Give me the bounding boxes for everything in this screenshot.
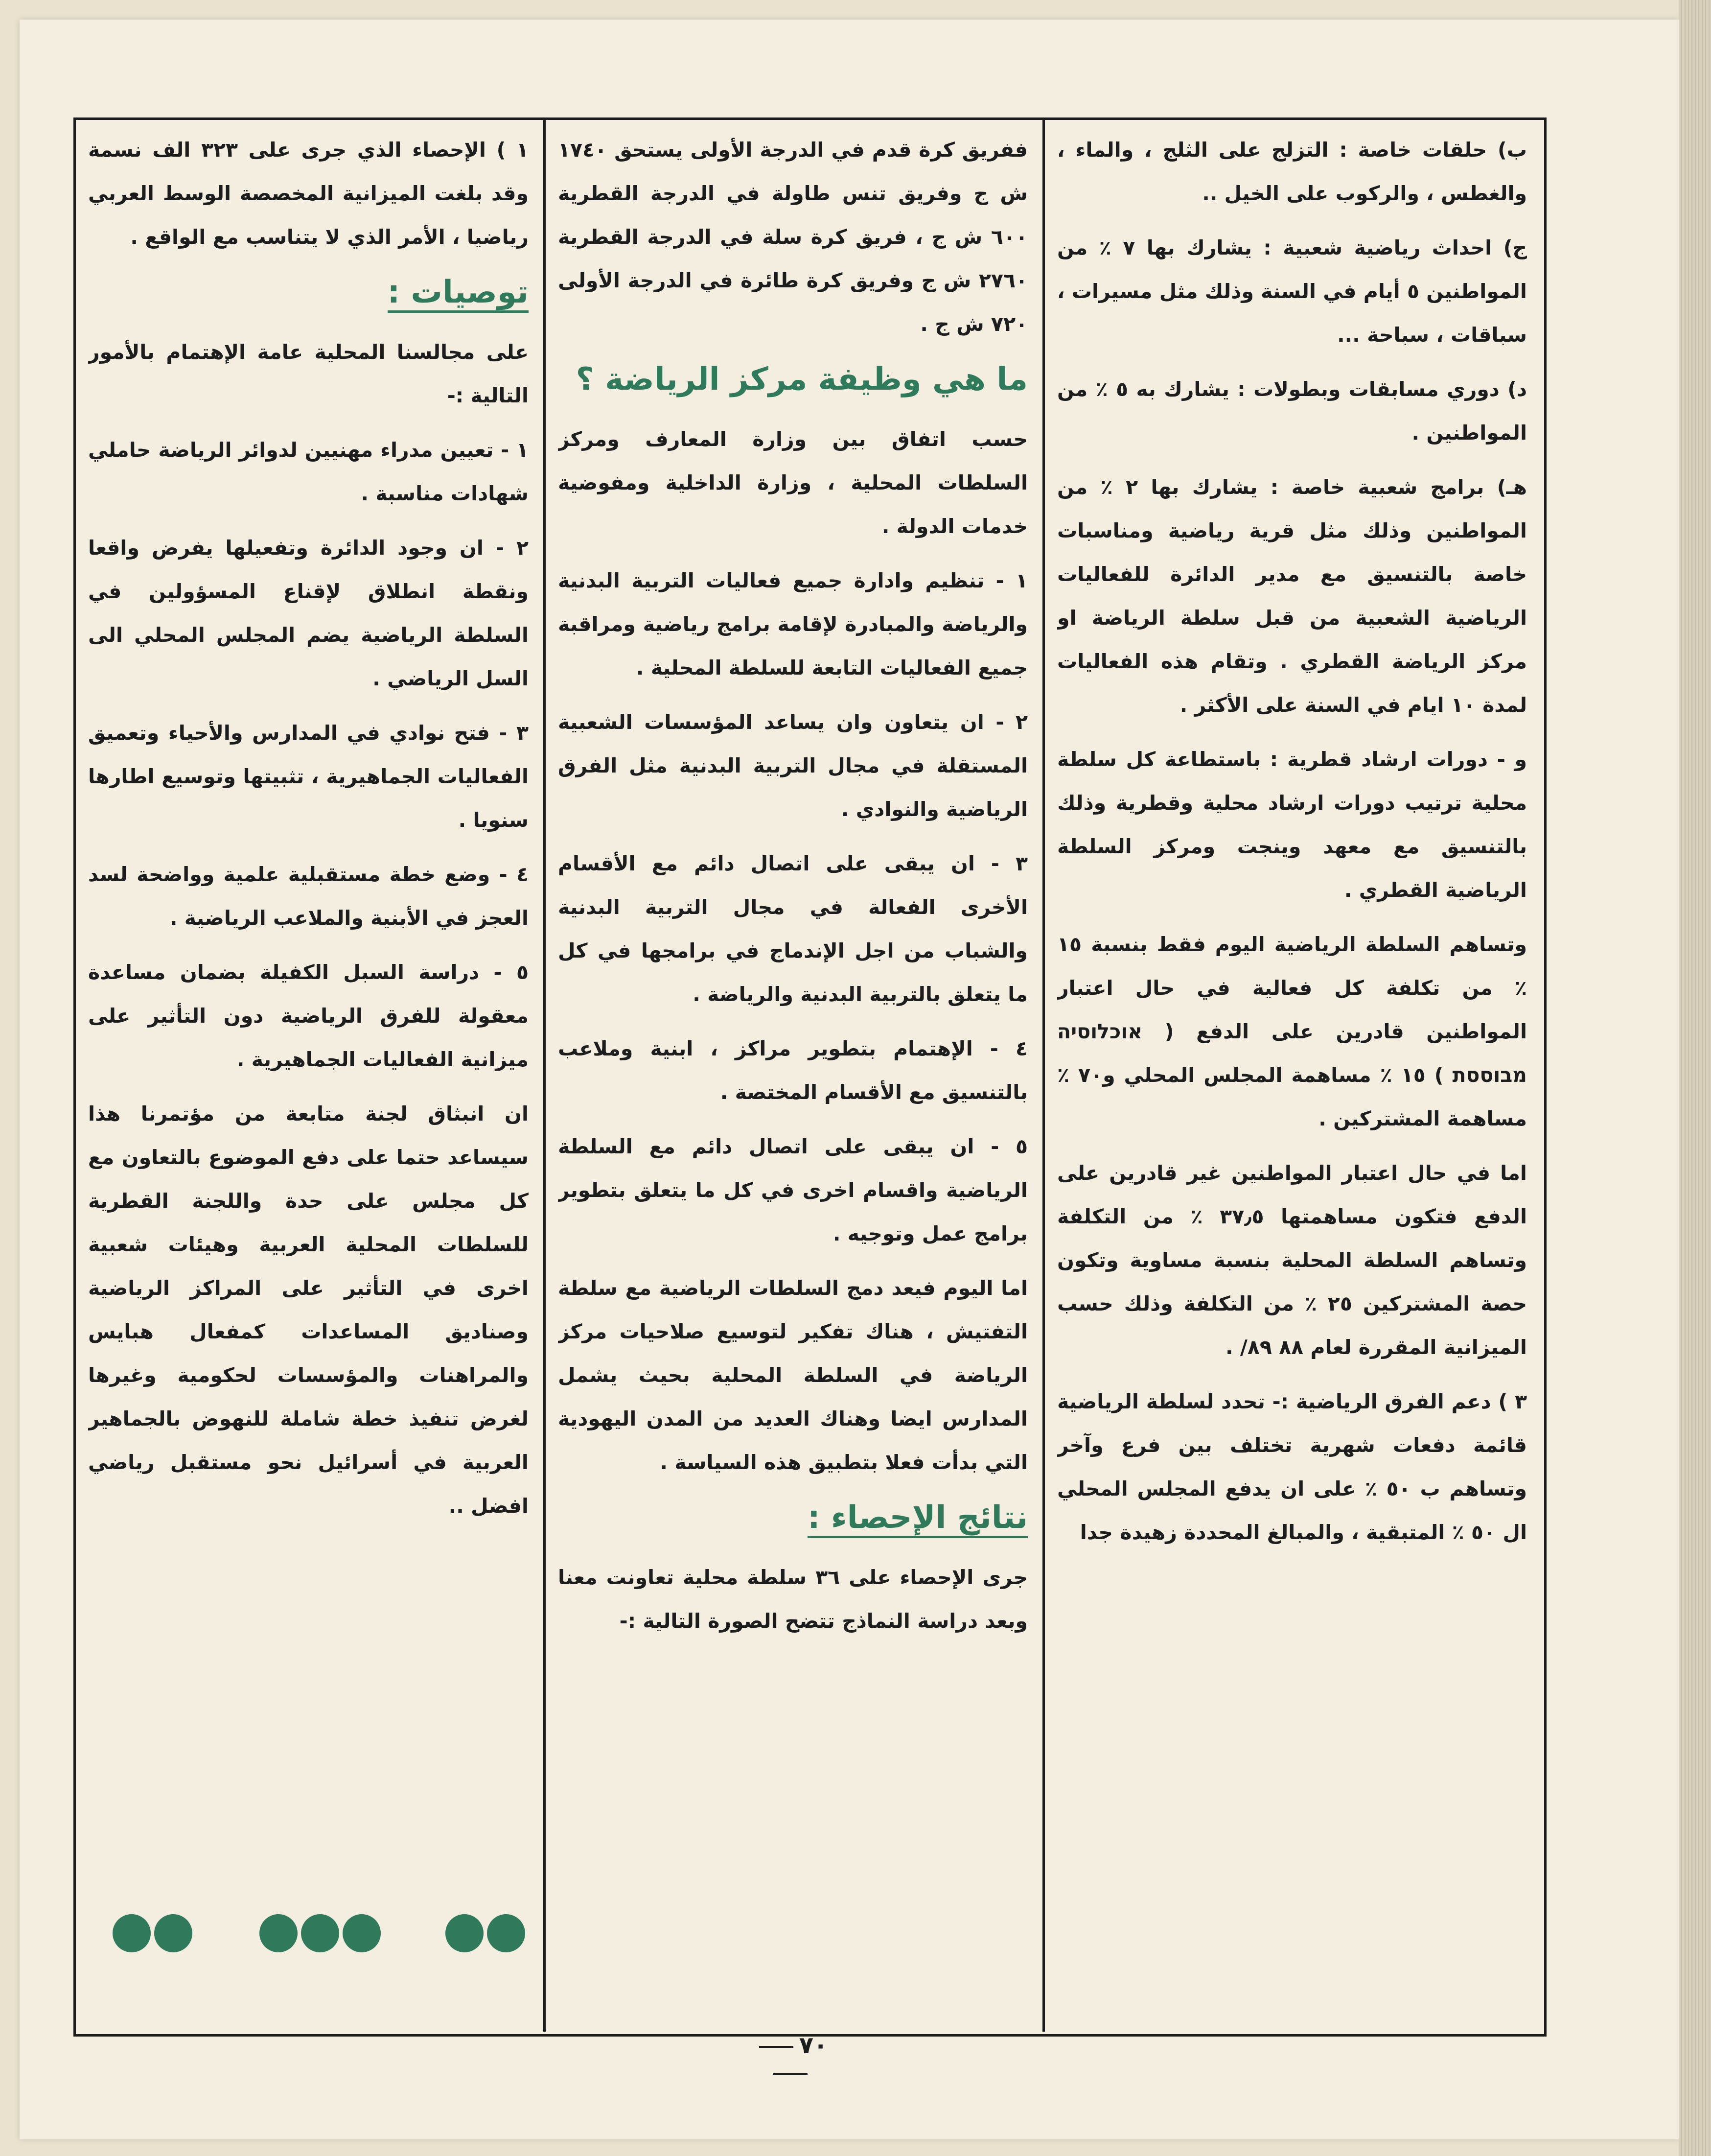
paragraph: ج) احداث رياضية شعبية : يشارك بها ٧ ٪ من المواطنين ٥ أيام في السنة وذلك مثل مسيرات ، سباقات ، سباحة ... bbox=[1057, 236, 1527, 347]
dot-icon bbox=[343, 1914, 381, 1952]
paragraph: اما اليوم فيعد دمج السلطات الرياضية مع سلطة التفتيش ، هناك تفكير لتوسيع صلاحيات مركز الرياضة في السلطة المحلية بحيث يشمل المدارس ايضا وهناك العديد من المدن اليهودية التي بدأت فعلا بتطبيق هذه السياسة . bbox=[558, 1276, 1028, 1474]
paragraph: على مجالسنا المحلية عامة الإهتمام بالأمور التالية :- bbox=[88, 340, 529, 407]
column-left bbox=[88, 128, 529, 1891]
dot-icon bbox=[154, 1914, 192, 1952]
heading-text: نتائج الإحصاء : bbox=[808, 1500, 1028, 1538]
paragraph: هـ) برامج شعبية خاصة : يشارك بها ٢ ٪ من المواطنين وذلك مثل قرية رياضية ومناسبات خاصة بالتنسيق مع مدير الدائرة للفعاليات الرياضية الشعبية من قبل سلطة الرياضة او مركز الرياضة القطري . وتقام هذه الفعاليات لمدة ١٠ ايام في السنة على الأكثر . bbox=[1057, 475, 1527, 717]
dot-icon bbox=[113, 1914, 151, 1952]
paragraph: ٤ - وضع خطة مستقبلية علمية وواضحة لسد العجز في الأبنية والملاعب الرياضية . bbox=[88, 863, 529, 930]
paragraph: و - دورات ارشاد قطرية : باستطاعة كل سلطة محلية ترتيب دورات ارشاد محلية وقطرية وذلك بالتنسيق مع معهد وينجت ومركز السلطة الرياضية القطري . bbox=[1057, 748, 1527, 902]
decorative-dots bbox=[103, 1914, 494, 1958]
page-number-text: ٧٠ bbox=[799, 2032, 828, 2059]
section-heading bbox=[558, 1495, 1028, 1543]
paragraph: ٣ - ان يبقى على اتصال دائم مع الأقسام الأخرى الفعالة في مجال التربية البدنية والشباب من اجل الإندماج في برامجها في كل ما يتعلق بالتربية البدنية والرياضة . bbox=[558, 852, 1028, 1006]
paragraph: ٢ - ان وجود الدائرة وتفعيلها يفرض واقعا ونقطة انطلاق لإقناع المسؤولين في السلطة الرياضية يضم المجلس المحلي الى السل الرياضي . bbox=[88, 536, 529, 690]
paragraph: ٤ - الإهتمام بتطوير مراكز ، ابنية وملاعب بالتنسيق مع الأقسام المختصة . bbox=[558, 1037, 1028, 1104]
paragraph: ١ - تنظيم وادارة جميع فعاليات التربية البدنية والرياضة والمبادرة لإقامة برامج رياضية ومراقبة جميع الفعاليات التابعة للسلطة المحلية . bbox=[558, 569, 1028, 680]
paragraph: ٣ ) دعم الفرق الرياضية :- تحدد لسلطة الرياضية قائمة دفعات شهرية تختلف بين فرع وآخر وتساهم ب ٥٠ ٪ على ان يدفع المجلس المحلي ال ٥٠ ٪ المتبقية ، والمبالغ المحددة زهيدة جدا bbox=[1057, 1390, 1527, 1544]
paragraph: د) دوري مسابقات وبطولات : يشارك به ٥ ٪ من المواطنين . bbox=[1057, 377, 1527, 445]
paragraph: وتساهم السلطة الرياضية اليوم فقط بنسبة ١٥ ٪ من تكلفة كل فعالية في حال اعتبار المواطنين قادرين على الدفع ( אוכלוסיה מבוססת ) ١٥ ٪ مساهمة المجلس المحلي و٧٠ ٪ مساهمة المشتركين . bbox=[1057, 933, 1527, 1130]
dot-icon bbox=[445, 1914, 484, 1952]
paragraph: ان انبثاق لجنة متابعة من مؤتمرنا هذا سيساعد حتما على دفع الموضوع بالتعاون مع كل مجلس على حدة واللجنة القطرية للسلطات المحلية العربية وهيئات شعبية اخرى في التأثير على المراكز الرياضية وصناديق المساعدات كمفعال هبايس والمراهنات والمؤسسات لحكومية وغيرها لغرض تنفيذ خطة شاملة للنهوض بالجماهير العربية في أسرائيل نحو مستقبل رياضي افضل .. bbox=[88, 1102, 529, 1518]
page-number bbox=[732, 2032, 849, 2086]
paragraph: ١ ) الإحصاء الذي جرى على ٣٢٣ الف نسمة وقد بلغت الميزانية المخصصة الوسط العربي رياضيا ، الأمر الذي لا يتناسب مع الواقع . bbox=[88, 138, 529, 249]
section-heading bbox=[88, 270, 529, 318]
paragraph: ٥ - دراسة السبل الكفيلة بضمان مساعدة معقولة للفرق الرياضية دون التأثير على ميزانية الفعاليات الجماهيرية . bbox=[88, 961, 529, 1071]
dot-icon bbox=[301, 1914, 339, 1952]
paragraph: ففريق كرة قدم في الدرجة الأولى يستحق ١٧٤٠ ش ج وفريق تنس طاولة في الدرجة القطرية ٦٠٠ ش ج ، فريق كرة سلة في الدرجة القطرية ٢٧٦٠ ش ج وفريق كرة طائرة في الدرجة الأولى ٧٢٠ ش ج . bbox=[558, 138, 1028, 336]
paragraph: اما في حال اعتبار المواطنين غير قادرين على الدفع فتكون مساهمتها ٣٧٫٥ ٪ من التكلفة وتساهم السلطة المحلية بنسبة مساوية وتكون حصة المشتركين ٢٥ ٪ من التكلفة وذلك حسب الميزانية المقررة لعام ٨٨ ٨٩/ . bbox=[1057, 1161, 1527, 1359]
dot-icon bbox=[259, 1914, 298, 1952]
column-divider-right bbox=[1042, 117, 1045, 2032]
column-middle bbox=[558, 128, 1028, 2023]
paragraph: ١ - تعيين مدراء مهنيين لدوائر الرياضة حاملي شهادات مناسبة . bbox=[88, 438, 529, 505]
paragraph: ٢ - ان يتعاون وان يساعد المؤسسات الشعبية المستقلة في مجال التربية البدنية مثل الفرق الرياضية والنوادي . bbox=[558, 710, 1028, 821]
heading-text: توصيات : bbox=[388, 274, 529, 313]
paragraph: ٥ - ان يبقى على اتصال دائم مع السلطة الرياضية واقسام اخرى في كل ما يتعلق بتطوير برامج عمل وتوجيه . bbox=[558, 1135, 1028, 1245]
paragraph: ٣ - فتح نوادي في المدارس والأحياء وتعميق الفعاليات الجماهيرية ، تثبيتها وتوسيع اطارها سنويا . bbox=[88, 721, 529, 832]
paragraph: حسب اتفاق بين وزارة المعارف ومركز السلطات المحلية ، وزارة الداخلية ومفوضية خدمات الدولة . bbox=[558, 427, 1028, 538]
paragraph: ب) حلقات خاصة : التزلج على الثلج ، والماء ، والغطس ، والركوب على الخيل .. bbox=[1057, 138, 1527, 205]
book-edge bbox=[1679, 0, 1711, 2156]
column-right bbox=[1057, 128, 1527, 2023]
paragraph: جرى الإحصاء على ٣٦ سلطة محلية تعاونت معنا وبعد دراسة النماذج تتضح الصورة التالية :- bbox=[558, 1566, 1028, 1633]
divider bbox=[759, 2046, 793, 2048]
column-divider-left bbox=[543, 117, 546, 2032]
section-heading: ما هي وظيفة مركز الرياضة ؟ bbox=[576, 361, 1028, 398]
dot-icon bbox=[487, 1914, 525, 1952]
divider bbox=[773, 2073, 808, 2075]
